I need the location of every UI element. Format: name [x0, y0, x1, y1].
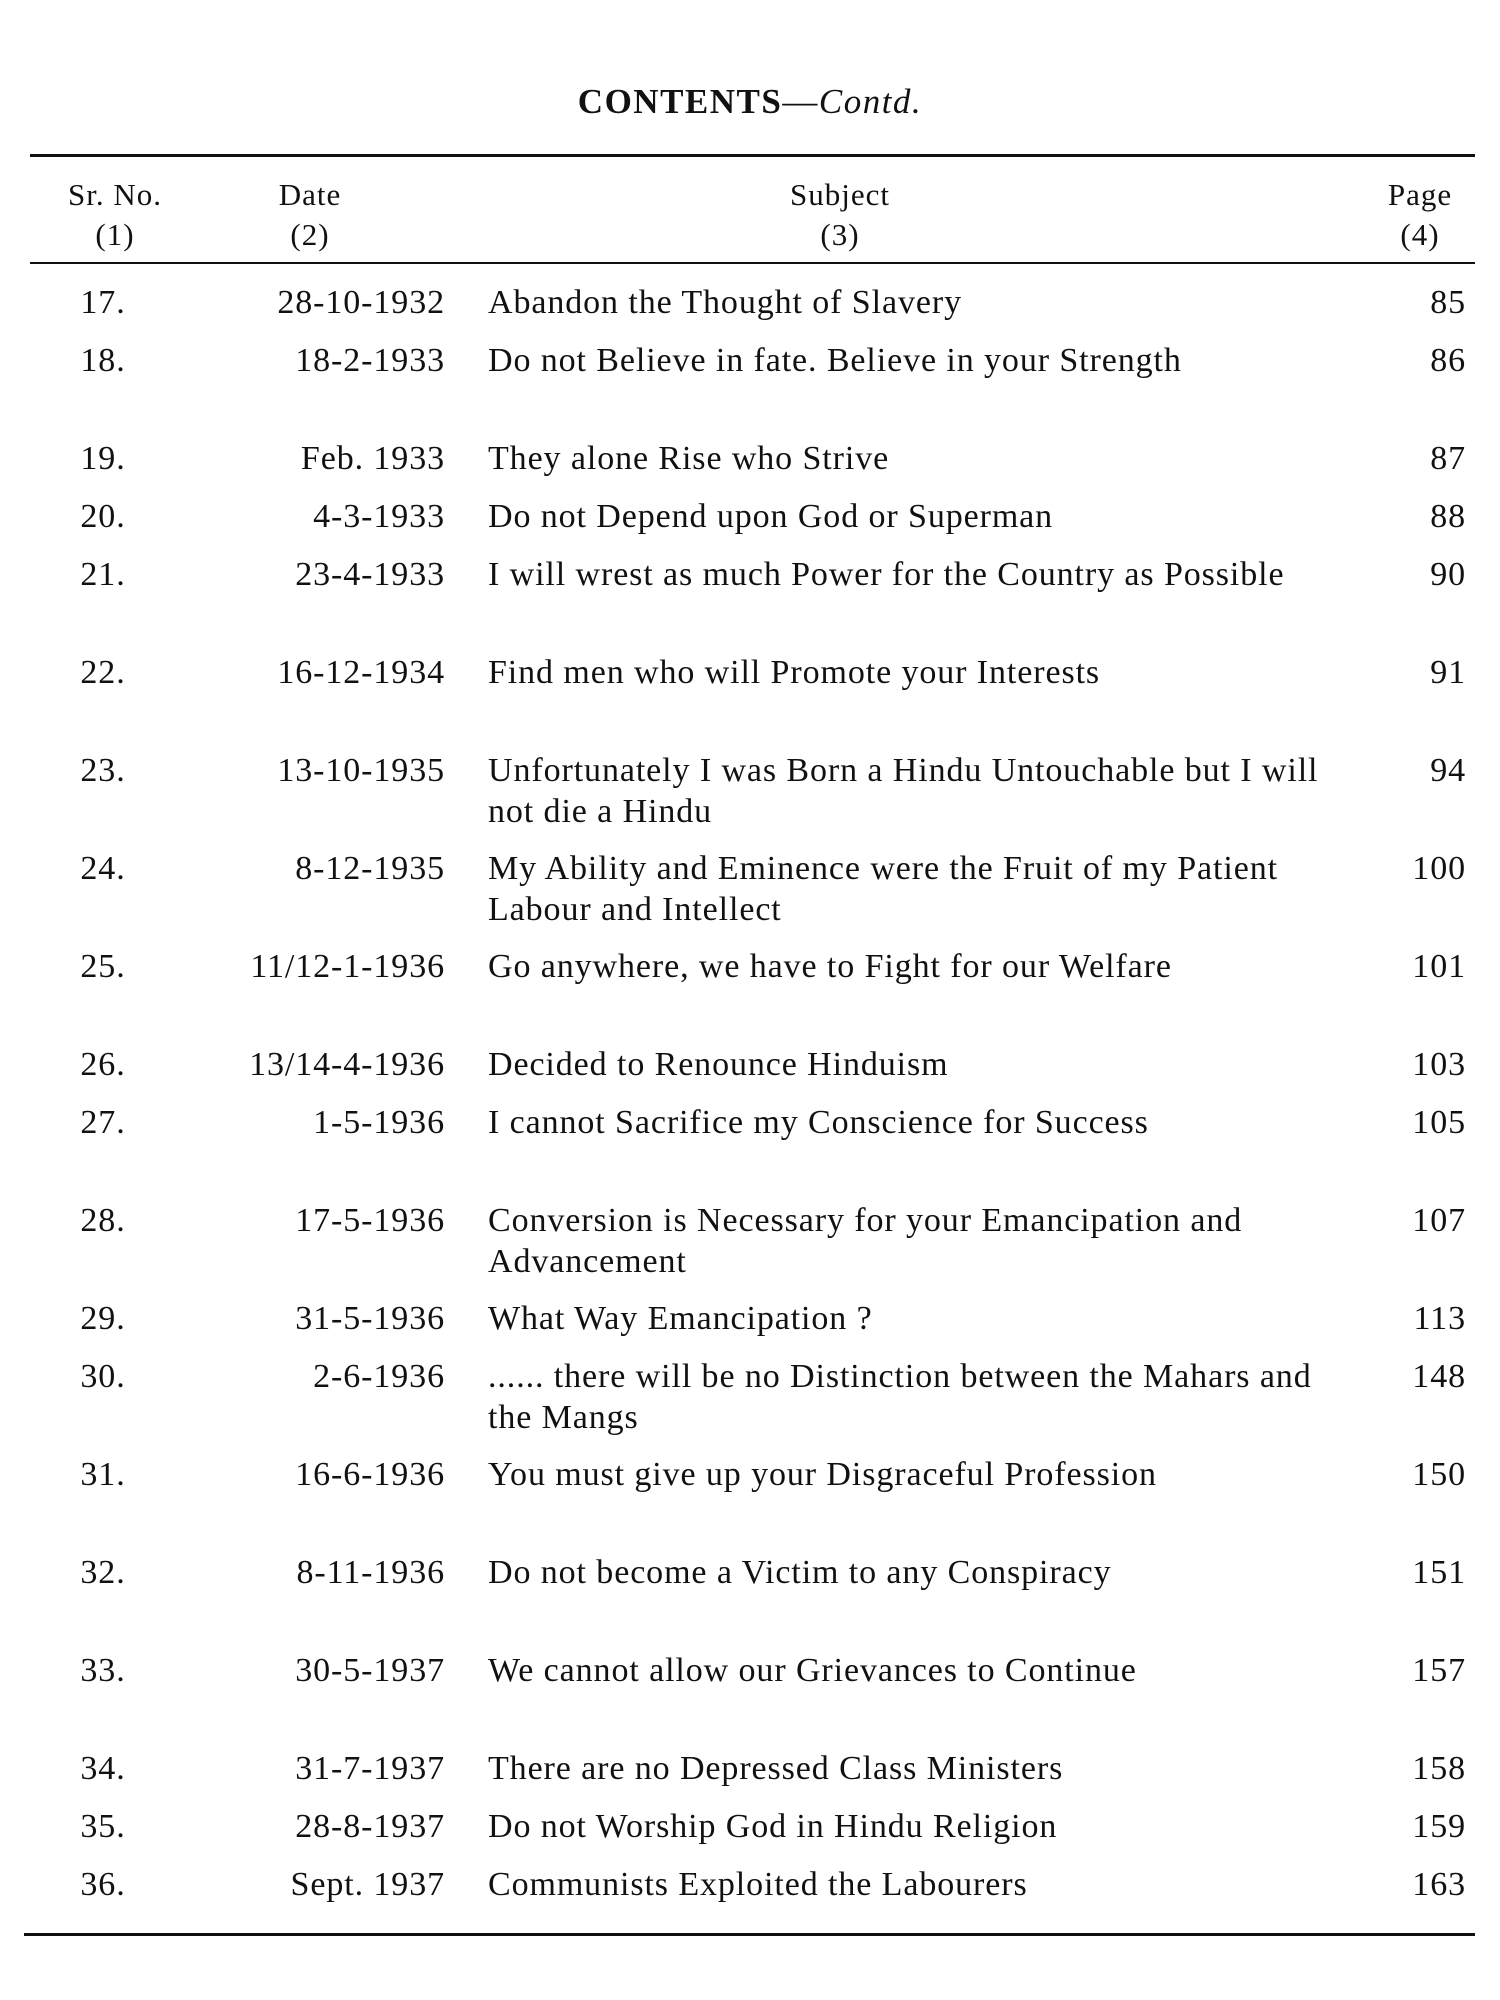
page-cell: 157 [1412, 1652, 1466, 1689]
subject-cell: What Way Emancipation ? [488, 1300, 873, 1337]
date-cell: 30-5-1937 [295, 1652, 445, 1689]
page-cell: 148 [1412, 1358, 1466, 1395]
page-cell: 100 [1412, 850, 1466, 887]
page-cell: 85 [1430, 284, 1466, 321]
table-row [0, 282, 1500, 340]
subject-cell: They alone Rise who Strive [488, 440, 890, 477]
sr-no-cell: 22. [80, 654, 126, 691]
subject-cell: Conversion is Necessary for your Emancipation and Advancement [488, 1202, 1243, 1280]
page-cell: 87 [1430, 440, 1466, 477]
subject-cell: Go anywhere, we have to Fight for our Welfare [488, 948, 1172, 985]
table-row [0, 1102, 1500, 1200]
date-cell: 31-5-1936 [295, 1300, 445, 1337]
date-cell: 1-5-1936 [313, 1104, 445, 1141]
table-row [0, 946, 1500, 1044]
page-cell: 86 [1430, 342, 1466, 379]
page-cell: 101 [1412, 948, 1466, 985]
table-row [0, 1748, 1500, 1806]
page-cell: 163 [1412, 1866, 1466, 1903]
subject-cell: Unfortunately I was Born a Hindu Untouchable but I will not die a Hindu [488, 752, 1319, 830]
subject-cell: Decided to Renounce Hinduism [488, 1046, 949, 1083]
sr-no-cell: 35. [80, 1808, 126, 1845]
date-cell: 2-6-1936 [313, 1358, 445, 1395]
subject-cell: Communists Exploited the Labourers [488, 1866, 1028, 1903]
table-row [0, 1806, 1500, 1864]
sr-no-cell: 26. [80, 1046, 126, 1083]
page-cell: 103 [1412, 1046, 1466, 1083]
date-cell: 16-12-1934 [277, 654, 445, 691]
header-subject [680, 175, 1000, 255]
subject-cell: Do not become a Victim to any Conspiracy [488, 1554, 1112, 1591]
subject-cell: My Ability and Eminence were the Fruit of my Patient Labour and Intellect [488, 850, 1278, 928]
date-cell: 11/12-1-1936 [250, 948, 445, 985]
sr-no-cell: 20. [80, 498, 126, 535]
date-cell: 31-7-1937 [295, 1750, 445, 1787]
subject-cell: I will wrest as much Power for the Country as Possible [488, 556, 1285, 593]
page-cell: 150 [1412, 1456, 1466, 1493]
sr-no-cell: 25. [80, 948, 126, 985]
header-date [230, 175, 390, 255]
table-row [0, 340, 1500, 438]
sr-no-cell: 31. [80, 1456, 126, 1493]
sr-no-cell: 23. [80, 752, 126, 789]
sr-no-cell: 17. [80, 284, 126, 321]
subject-cell: I cannot Sacrifice my Conscience for Success [488, 1104, 1149, 1141]
date-cell: 16-6-1936 [295, 1456, 445, 1493]
page-cell: 107 [1412, 1202, 1466, 1239]
top-rule [30, 154, 1475, 157]
table-row [0, 554, 1500, 652]
date-cell: 13-10-1935 [277, 752, 445, 789]
sr-no-cell: 36. [80, 1866, 126, 1903]
subject-cell: You must give up your Disgraceful Profession [488, 1456, 1157, 1493]
subject-cell: We cannot allow our Grievances to Continue [488, 1652, 1137, 1689]
subject-cell: Find men who will Promote your Interests [488, 654, 1101, 691]
date-cell: Feb. 1933 [300, 440, 445, 477]
table-row [0, 750, 1500, 848]
date-cell: 18-2-1933 [295, 342, 445, 379]
table-row [0, 1044, 1500, 1102]
table-header [0, 175, 1500, 255]
sr-no-cell: 30. [80, 1358, 126, 1395]
page-cell: 105 [1412, 1104, 1466, 1141]
sr-no-cell: 28. [80, 1202, 126, 1239]
title-contd: Contd. [818, 82, 923, 121]
date-cell: 4-3-1933 [313, 498, 445, 535]
page-cell: 90 [1430, 556, 1466, 593]
page-cell: 88 [1430, 498, 1466, 535]
header-label: Page [1387, 177, 1453, 212]
sr-no-cell: 34. [80, 1750, 126, 1787]
title-main: CONTENTS [577, 82, 783, 121]
date-cell: Sept. 1937 [290, 1866, 445, 1903]
date-cell: 8-11-1936 [296, 1554, 445, 1591]
table-row [0, 1864, 1500, 1922]
table-row [0, 1454, 1500, 1552]
date-cell: 28-8-1937 [295, 1808, 445, 1845]
table-row [0, 438, 1500, 496]
sr-no-cell: 29. [80, 1300, 126, 1337]
table-row [0, 1650, 1500, 1748]
table-row [0, 496, 1500, 554]
page-cell: 91 [1430, 654, 1466, 691]
contents-table-body [0, 282, 1500, 1922]
sr-no-cell: 19. [80, 440, 126, 477]
date-cell: 13/14-4-1936 [249, 1046, 445, 1083]
header-label: Subject [790, 177, 890, 212]
date-cell: 23-4-1933 [295, 556, 445, 593]
page-cell: 94 [1430, 752, 1466, 789]
header-rule [30, 262, 1475, 264]
table-row [0, 1298, 1500, 1356]
page-cell: 159 [1412, 1808, 1466, 1845]
subject-cell: There are no Depressed Class Ministers [488, 1750, 1064, 1787]
header-number: (3) [820, 217, 860, 252]
header-number: (4) [1400, 217, 1440, 252]
sr-no-cell: 21. [80, 556, 126, 593]
header-label: Date [278, 177, 342, 212]
page-cell: 113 [1413, 1300, 1466, 1337]
subject-cell: Abandon the Thought of Slavery [488, 284, 962, 321]
table-row [0, 848, 1500, 946]
title-dash: — [782, 82, 819, 121]
subject-cell: Do not Depend upon God or Superman [488, 498, 1054, 535]
bottom-rule [24, 1933, 1475, 1936]
subject-cell: ...... there will be no Distinction between the Mahars and the Mangs [488, 1358, 1312, 1436]
date-cell: 17-5-1936 [295, 1202, 445, 1239]
header-number: (1) [95, 217, 135, 252]
page-cell: 151 [1412, 1554, 1466, 1591]
header-label: Sr. No. [68, 177, 162, 212]
sr-no-cell: 33. [80, 1652, 126, 1689]
sr-no-cell: 27. [80, 1104, 126, 1141]
date-cell: 28-10-1932 [277, 284, 445, 321]
table-row [0, 1356, 1500, 1454]
header-sr-no [40, 175, 190, 255]
header-number: (2) [290, 217, 330, 252]
header-page [1370, 175, 1470, 255]
sr-no-cell: 32. [80, 1554, 126, 1591]
sr-no-cell: 24. [80, 850, 126, 887]
subject-cell: Do not Believe in fate. Believe in your Strength [488, 342, 1182, 379]
date-cell: 8-12-1935 [295, 850, 445, 887]
table-row [0, 652, 1500, 750]
table-row [0, 1200, 1500, 1298]
sr-no-cell: 18. [80, 342, 126, 379]
subject-cell: Do not Worship God in Hindu Religion [488, 1808, 1058, 1845]
table-row [0, 1552, 1500, 1650]
page-cell: 158 [1412, 1750, 1466, 1787]
page-title [0, 82, 1500, 122]
